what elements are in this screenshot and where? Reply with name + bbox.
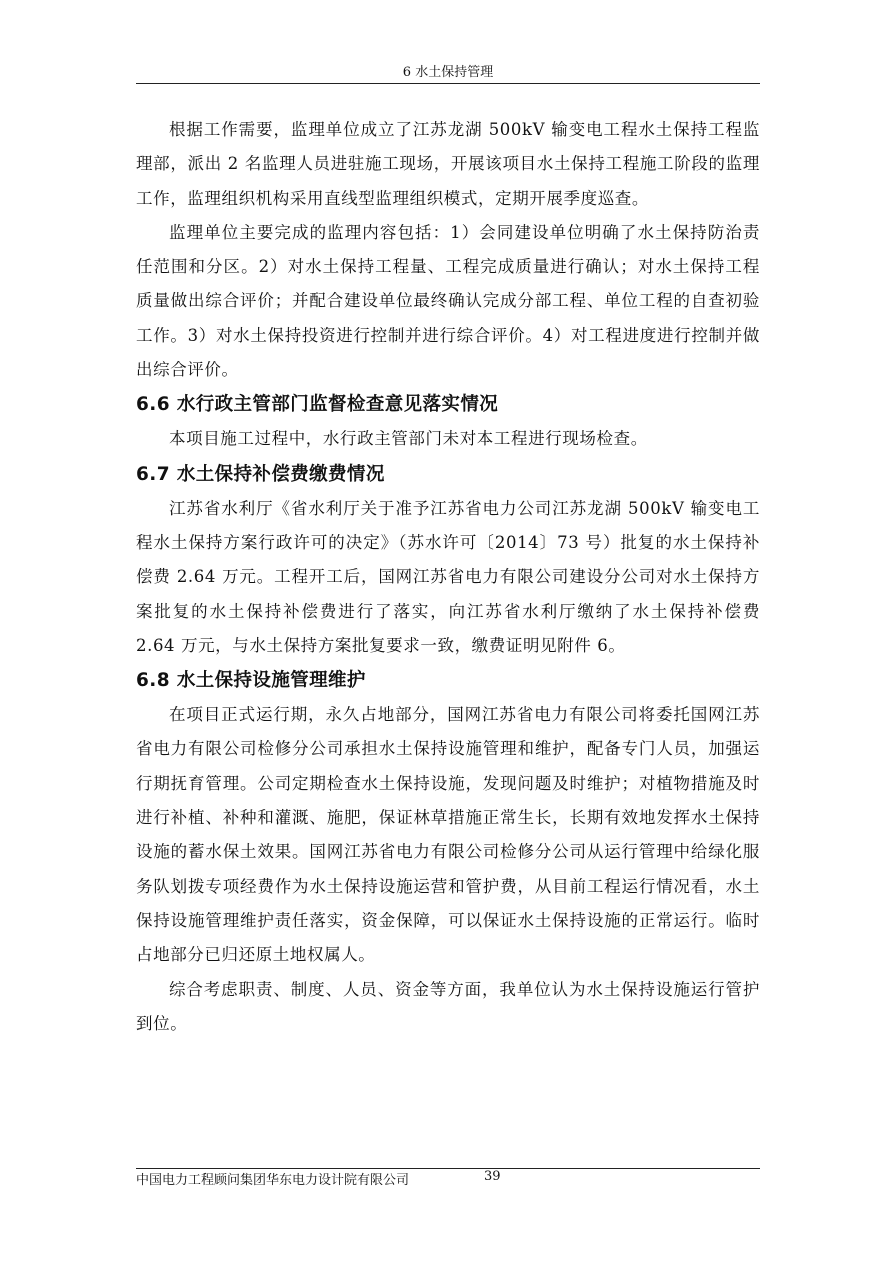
footer-divider	[136, 1168, 760, 1169]
section-heading-6-8: 6.8 水土保持设施管理维护	[136, 670, 366, 692]
section-heading-6-6: 6.6 水行政主管部门监督检查意见落实情况	[136, 394, 499, 416]
paragraph-supervision-department: 根据工作需要，监理单位成立了江苏龙湖 500kV 输变电工程水土保持工程监理部，派出 2 名监理人员进驻施工现场，开展该项目水土保持工程施工阶段的监理工作，监理组织机构采用直线型监理组织模式，定期开展季度巡查。	[136, 120, 760, 208]
section-heading-6-7: 6.7 水土保持补偿费缴费情况	[136, 463, 385, 485]
paragraph-facility-maintenance: 在项目正式运行期，永久占地部分，国网江苏省电力有限公司将委托国网江苏省电力有限公司检修分公司承担水土保持设施管理和维护，配备专门人员，加强运行期抚育管理。公司定期检查水土保持设施，发现问题及时维护；对植物措施及时进行补植、补种和灌溉、施肥，保证林草措施正常生长，长期有效地发挥水土保持设施的蓄水保土效果。国网江苏省电力有限公司检修分公司从运行管理中给绿化服务队划拨专项经费作为水土保持设施运营和管护费，从目前工程运行情况看，水土保持设施管理维护责任落实，资金保障，可以保证水土保持设施的正常运行。临时占地部分已归还原土地权属人。	[136, 705, 760, 965]
page-number: 39	[484, 1169, 501, 1184]
header-divider	[136, 83, 760, 84]
paragraph-maintenance-conclusion: 综合考虑职责、制度、人员、资金等方面，我单位认为水土保持设施运行管护到位。	[136, 979, 760, 1033]
running-header-title: 6 水土保持管理	[402, 65, 494, 80]
page-body	[136, 113, 760, 1041]
paragraph-inspection-opinions: 本项目施工过程中，水行政主管部门未对本工程进行现场检查。	[169, 429, 648, 449]
footer-organization: 中国电力工程顾问集团华东电力设计院有限公司	[136, 1173, 410, 1188]
paragraph-compensation-fee: 江苏省水利厅《省水利厅关于准予江苏省电力公司江苏龙湖 500kV 输变电工程水土保持方案行政许可的决定》（苏水许可〔2014〕73 号）批复的水土保持补偿费 2.64 万元。工程开工后，国网江苏省电力有限公司建设分公司对水土保持方案批复的水土保持补偿费进行了落实，向江苏省水利厅缴纳了水土保持补偿费 2.64 万元，与水土保持方案批复要求一致，缴费证明见附件 6。	[136, 498, 760, 655]
paragraph-supervision-content: 监理单位主要完成的监理内容包括：1）会同建设单位明确了水土保持防治责任范围和分区。2）对水土保持工程量、工程完成质量进行确认；对水土保持工程质量做出综合评价；并配合建设单位最终确认完成分部工程、单位工程的自查初验工作。3）对水土保持投资进行控制并进行综合评价。4）对工程进度进行控制并做出综合评价。	[136, 222, 760, 380]
